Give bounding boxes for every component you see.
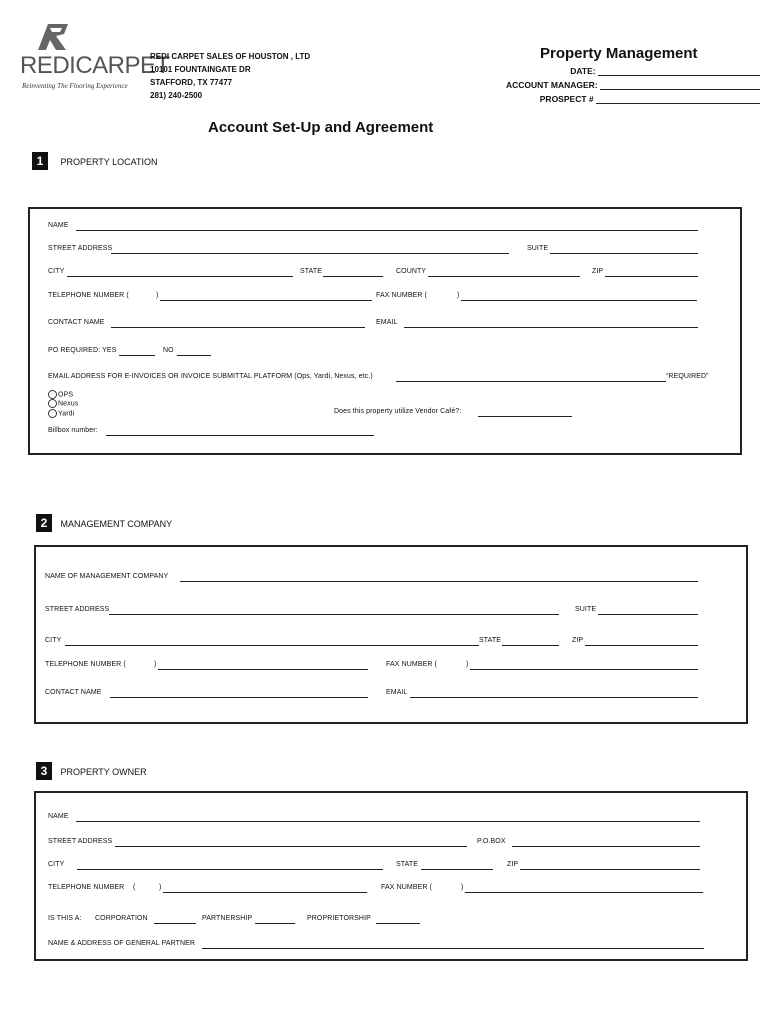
property-state-field[interactable]: [323, 276, 383, 277]
property-suite-field[interactable]: [550, 253, 698, 254]
property-telephone-label: TELEPHONE NUMBER (: [48, 292, 129, 299]
property-zip-field[interactable]: [605, 276, 698, 277]
owner-city-field[interactable]: [77, 869, 383, 870]
account-manager-field[interactable]: [480, 80, 760, 90]
owner-city-label: CITY: [48, 861, 65, 868]
property-zip-label: ZIP: [592, 268, 604, 275]
paren-close: ): [461, 884, 464, 891]
logo-tagline: Reinventing The Flooring Experience: [22, 82, 128, 90]
po-no-field[interactable]: [177, 355, 211, 356]
mgmt-fax-label: FAX NUMBER (: [386, 661, 437, 668]
platform-option-yardi[interactable]: Yardi: [48, 409, 78, 418]
entity-type-label: IS THIS A:: [48, 915, 82, 922]
vendor-cafe-label: Does this property utilize Vendor Café?:: [334, 408, 462, 415]
mgmt-telephone-field[interactable]: [158, 669, 368, 670]
property-county-label: COUNTY: [396, 268, 427, 275]
section-number: 1: [32, 152, 48, 170]
corporation-field[interactable]: [154, 923, 196, 924]
prospect-field[interactable]: [500, 94, 760, 104]
owner-pobox-label: P.O.BOX: [477, 838, 506, 845]
corporation-label: CORPORATION: [95, 915, 148, 922]
mgmt-company-name-field[interactable]: [180, 581, 698, 582]
platform-option-ops[interactable]: OPS: [48, 390, 78, 399]
mgmt-city-label: CITY: [45, 637, 62, 644]
owner-zip-field[interactable]: [520, 869, 700, 870]
owner-state-label: STATE: [396, 861, 419, 868]
redicarpet-emblem-icon: [34, 20, 74, 54]
mgmt-contact-field[interactable]: [110, 697, 368, 698]
company-line: 281) 240-2500: [150, 91, 203, 100]
property-city-label: CITY: [48, 268, 65, 275]
property-email-field[interactable]: [404, 327, 698, 328]
section-number: 3: [36, 762, 52, 780]
section-title: MANAGEMENT COMPANY: [60, 519, 173, 529]
mgmt-company-name-label: NAME OF MANAGEMENT COMPANY: [45, 573, 169, 580]
partnership-label: PARTNERSHIP: [202, 915, 253, 922]
mgmt-fax-field[interactable]: [470, 669, 698, 670]
property-city-field[interactable]: [67, 276, 293, 277]
billbox-label: Billbox number:: [48, 427, 98, 434]
general-partner-field[interactable]: [202, 948, 704, 949]
platform-option-nexus[interactable]: Nexus: [48, 399, 78, 408]
proprietorship-field[interactable]: [376, 923, 420, 924]
paren-open: (: [133, 884, 136, 891]
required-note: “REQUIRED”: [666, 373, 709, 380]
mgmt-zip-field[interactable]: [585, 645, 698, 646]
owner-street-label: STREET ADDRESS: [48, 838, 113, 845]
mgmt-suite-field[interactable]: [598, 614, 698, 615]
mgmt-state-label: STATE: [479, 637, 502, 644]
mgmt-suite-label: SUITE: [575, 606, 597, 613]
owner-name-label: NAME: [48, 813, 69, 820]
company-logo: [20, 20, 170, 92]
mgmt-state-field[interactable]: [502, 645, 559, 646]
date-field[interactable]: [520, 66, 760, 76]
platform-options: [48, 390, 78, 418]
mgmt-contact-label: CONTACT NAME: [45, 689, 102, 696]
property-county-field[interactable]: [428, 276, 580, 277]
paren-close: ): [466, 661, 469, 668]
paren-close: ): [457, 292, 460, 299]
mgmt-email-label: EMAIL: [386, 689, 408, 696]
property-fax-field[interactable]: [461, 300, 697, 301]
owner-state-field[interactable]: [421, 869, 493, 870]
mgmt-zip-label: ZIP: [572, 637, 584, 644]
owner-fax-label: FAX NUMBER (: [381, 884, 432, 891]
owner-zip-label: ZIP: [507, 861, 519, 868]
property-name-field[interactable]: [76, 230, 698, 231]
radio-icon[interactable]: [48, 409, 57, 418]
property-management-title: Property Management: [540, 45, 698, 62]
general-partner-label: NAME & ADDRESS OF GENERAL PARTNER: [48, 940, 196, 947]
mgmt-email-field[interactable]: [410, 697, 698, 698]
owner-pobox-field[interactable]: [512, 846, 700, 847]
owner-street-field[interactable]: [115, 846, 467, 847]
property-owner-box: [34, 791, 748, 961]
paren-close: ): [159, 884, 162, 891]
property-contact-label: CONTACT NAME: [48, 319, 105, 326]
mgmt-telephone-label: TELEPHONE NUMBER (: [45, 661, 126, 668]
prospect-label: PROSPECT #: [539, 94, 594, 104]
property-telephone-field[interactable]: [160, 300, 372, 301]
property-location-box: [28, 207, 742, 455]
mgmt-street-label: STREET ADDRESS: [45, 606, 110, 613]
section-1-header: [32, 152, 157, 170]
property-contact-field[interactable]: [111, 327, 365, 328]
proprietorship-label: PROPRIETORSHIP: [307, 915, 371, 922]
po-yes-label: PO REQUIRED: YES: [48, 347, 117, 354]
paren-close: ): [154, 661, 157, 668]
paren-close: ): [156, 292, 159, 299]
owner-telephone-label: TELEPHONE NUMBER: [48, 884, 125, 891]
company-line: STAFFORD, TX 77477: [150, 78, 233, 87]
property-suite-label: SUITE: [527, 245, 549, 252]
section-2-header: [36, 514, 172, 532]
property-email-label: EMAIL: [376, 319, 398, 326]
radio-icon[interactable]: [48, 390, 57, 399]
radio-icon[interactable]: [48, 399, 57, 408]
date-label: DATE:: [570, 66, 596, 76]
mgmt-street-field[interactable]: [109, 614, 559, 615]
logo-wordmark: REDICARPET: [20, 52, 170, 79]
email-invoice-field[interactable]: [396, 381, 666, 382]
owner-name-field[interactable]: [76, 821, 700, 822]
email-invoice-label: EMAIL ADDRESS FOR E-INVOICES OR INVOICE SUBMITTAL PLATFORM (Ops, Yardi, Nexus, etc.): [48, 373, 373, 380]
property-name-label: NAME: [48, 222, 69, 229]
billbox-field[interactable]: [106, 435, 374, 436]
owner-fax-field[interactable]: [465, 892, 703, 893]
section-title: PROPERTY LOCATION: [60, 157, 158, 167]
property-street-label: STREET ADDRESS: [48, 245, 113, 252]
po-yes-field[interactable]: [119, 355, 155, 356]
property-street-field[interactable]: [111, 253, 509, 254]
company-line: REDI CARPET SALES OF HOUSTON , LTD: [150, 52, 311, 61]
company-address: [150, 50, 310, 102]
section-3-header: [36, 762, 147, 780]
section-number: 2: [36, 514, 52, 532]
property-fax-label: FAX NUMBER (: [376, 292, 427, 299]
document-title: Account Set-Up and Agreement: [208, 119, 434, 136]
partnership-field[interactable]: [255, 923, 295, 924]
vendor-cafe-field[interactable]: [478, 416, 572, 417]
account-manager-label: ACCOUNT MANAGER:: [506, 80, 598, 90]
mgmt-city-field[interactable]: [65, 645, 479, 646]
company-line: 10101 FOUNTAINGATE DR: [150, 65, 251, 74]
owner-telephone-field[interactable]: [163, 892, 367, 893]
section-title: PROPERTY OWNER: [60, 767, 147, 777]
po-no-label: NO: [163, 347, 174, 354]
property-state-label: STATE: [300, 268, 323, 275]
